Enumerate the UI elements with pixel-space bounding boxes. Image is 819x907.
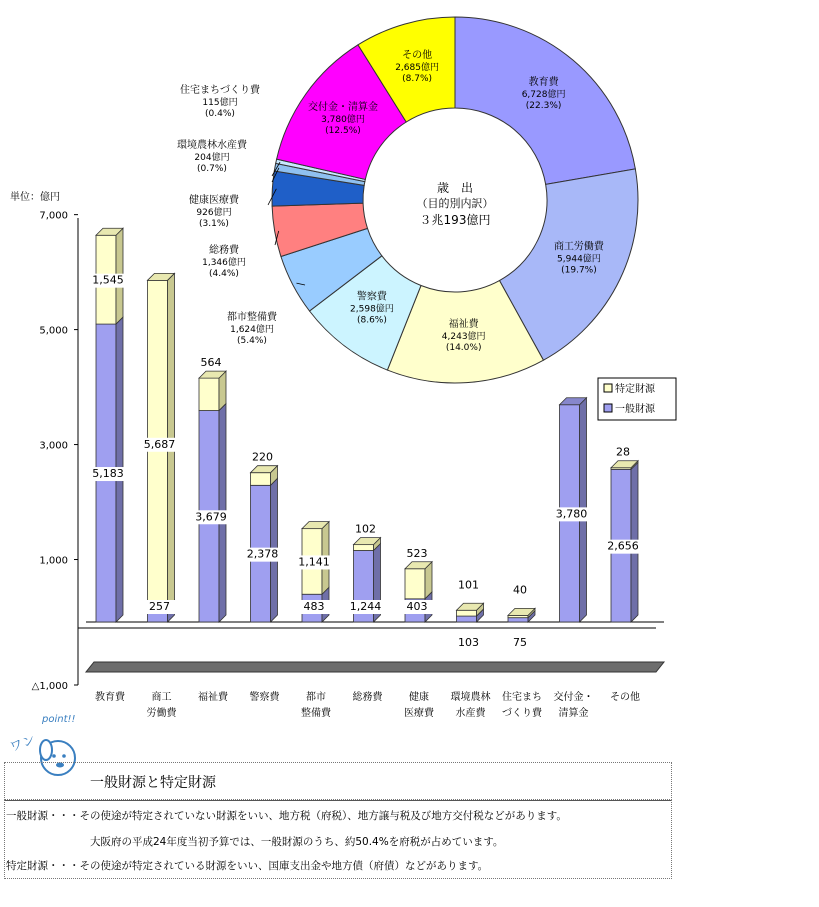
pie-slice-pct: (3.1%) xyxy=(199,219,229,229)
bar-specific xyxy=(251,473,271,486)
category-label: 商工 xyxy=(151,692,172,703)
glossary-title: 一般財源と特定財源 xyxy=(90,775,216,791)
category-label: 都市 xyxy=(306,692,326,703)
bar-general xyxy=(508,618,528,622)
pie-slice-name: 商工労働費 xyxy=(553,241,604,253)
y-tick-label: 7,000 xyxy=(39,210,68,222)
category-label-line2: 労働費 xyxy=(146,708,177,719)
bar-specific xyxy=(457,610,477,616)
pie-slice-name: 健康医療費 xyxy=(189,195,239,206)
pie-slice-pct: (0.4%) xyxy=(205,109,235,119)
category-label: 教育費 xyxy=(95,692,125,703)
pie-slice-pct: (22.3%) xyxy=(525,100,562,111)
value-label-specific: 28 xyxy=(616,445,630,459)
pie-slice-amount: 115億円 xyxy=(202,98,238,108)
pie-slice-name: 総務費 xyxy=(209,245,239,256)
value-label-general: 103 xyxy=(458,636,479,649)
legend-swatch-general xyxy=(604,404,612,412)
value-label-specific: 523 xyxy=(406,546,428,560)
value-label-general: 403 xyxy=(406,600,428,613)
legend-label-general: 一般財源 xyxy=(615,404,655,415)
glossary-general-revenue: 一般財源・・・その使途が特定されていない財源をいい、地方税（府税）、地方譲与税及び地方交付税などがあります。 xyxy=(6,810,567,822)
y-tick-label: 5,000 xyxy=(39,325,68,337)
value-label-general: 257 xyxy=(149,600,170,613)
pie-center-subtitle: （目的別内訳） xyxy=(416,197,494,210)
category-label: 福祉費 xyxy=(198,692,228,703)
mascot-badge: point!! xyxy=(42,714,76,725)
pie-slice-amount: 5,944億円 xyxy=(557,254,601,265)
category-label-line2: 水産費 xyxy=(455,708,486,719)
pie-slice-name: 住宅まちづくり費 xyxy=(180,85,260,96)
value-label-specific: 1,545 xyxy=(92,273,124,287)
legend-swatch-specific xyxy=(604,384,612,392)
category-label-line2: 整備費 xyxy=(301,708,331,719)
value-label-general: 5,183 xyxy=(92,467,124,481)
pie-center-total: ３兆193億円 xyxy=(419,213,491,227)
bar-specific xyxy=(405,569,425,599)
pie-slice-name: 警察費 xyxy=(356,291,387,303)
pie-slice-amount: 3,780億円 xyxy=(321,115,365,126)
pie-slice-name: 福祉費 xyxy=(448,319,479,331)
value-label-general: 2,378 xyxy=(246,547,279,561)
y-tick-label: △1,000 xyxy=(31,681,68,692)
value-label-general: 2,656 xyxy=(607,539,639,553)
pie-slice-pct: (19.7%) xyxy=(561,265,597,276)
pie-slice-pct: (5.4%) xyxy=(237,336,267,346)
pie-slice-amount: 1,624億円 xyxy=(230,325,274,335)
value-label-specific: 220 xyxy=(252,450,273,464)
value-label-general: 483 xyxy=(303,600,325,613)
category-label: 交付金・ xyxy=(553,692,594,703)
bar-general xyxy=(457,616,477,622)
pie-slice-pct: (8.7%) xyxy=(402,73,433,84)
category-label: 警察費 xyxy=(249,692,280,703)
pie-slice-pct: (0.7%) xyxy=(197,164,227,174)
category-label: 環境農林 xyxy=(450,692,491,703)
value-label-specific: 5,687 xyxy=(143,437,176,451)
pie-slice-amount: 2,685億円 xyxy=(395,62,439,73)
legend-label-specific: 特定財源 xyxy=(615,384,655,395)
value-label-general: 75 xyxy=(513,636,527,649)
y-tick-label: 1,000 xyxy=(39,555,68,567)
pie-slice-pct: (4.4%) xyxy=(209,269,239,279)
pie-slice-amount: 2,598億円 xyxy=(350,304,394,315)
pie-slice-amount: 926億円 xyxy=(196,208,232,218)
category-label-line2: づくり費 xyxy=(502,708,542,719)
pie-slice-name: 都市整備費 xyxy=(227,312,277,323)
pie-slice-name: 環境農林水産費 xyxy=(177,140,247,151)
pie-slice-name: 教育費 xyxy=(528,76,559,88)
y-tick-label: 3,000 xyxy=(39,440,68,452)
pie-slice-amount: 204億円 xyxy=(194,153,230,163)
mascot-side-text: ワン xyxy=(7,732,38,756)
pie-slice-amount: 4,243億円 xyxy=(441,332,486,343)
pie-slice-amount: 1,346億円 xyxy=(202,258,246,268)
value-label-specific: 102 xyxy=(355,522,376,536)
bar-specific xyxy=(354,545,374,551)
pie-slice-pct: (14.0%) xyxy=(445,343,482,354)
pie-slice-pct: (12.5%) xyxy=(325,126,361,137)
bar-specific xyxy=(199,378,219,410)
glossary-specific-revenue: 特定財源・・・その使途が特定されている財源をいい、国庫支出金や地方債（府債）などがあります。 xyxy=(6,860,489,872)
pie-slice-name: その他 xyxy=(402,49,433,61)
value-label-general: 3,679 xyxy=(195,510,227,524)
category-label: 健康 xyxy=(409,692,429,703)
category-label-line2: 清算金 xyxy=(558,708,589,719)
unit-label: 単位：億円 xyxy=(10,192,60,203)
value-label-general: 3,780 xyxy=(555,507,588,521)
value-label-specific: 101 xyxy=(458,578,479,592)
pie-slice-pct: (8.6%) xyxy=(356,315,387,326)
value-label-specific: 564 xyxy=(200,356,222,370)
category-label: 住宅まち xyxy=(502,692,542,703)
value-label-specific: 1,141 xyxy=(298,555,330,569)
glossary-tax-share: 大阪府の平成24年度当初予算では、一般財源のうち、約50.4%を府税が占めています。 xyxy=(90,836,504,848)
category-label: 総務費 xyxy=(352,692,383,703)
category-label-line2: 医療費 xyxy=(404,708,434,719)
value-label-specific: 40 xyxy=(513,583,527,597)
chart-floor xyxy=(86,662,664,672)
pie-slice-name: 交付金・清算金 xyxy=(307,102,378,114)
pie-slice-amount: 6,728億円 xyxy=(521,89,566,100)
value-label-general: 1,244 xyxy=(349,600,382,613)
pie-center-title: 歳 出 xyxy=(436,181,474,195)
category-label: その他 xyxy=(610,692,640,703)
